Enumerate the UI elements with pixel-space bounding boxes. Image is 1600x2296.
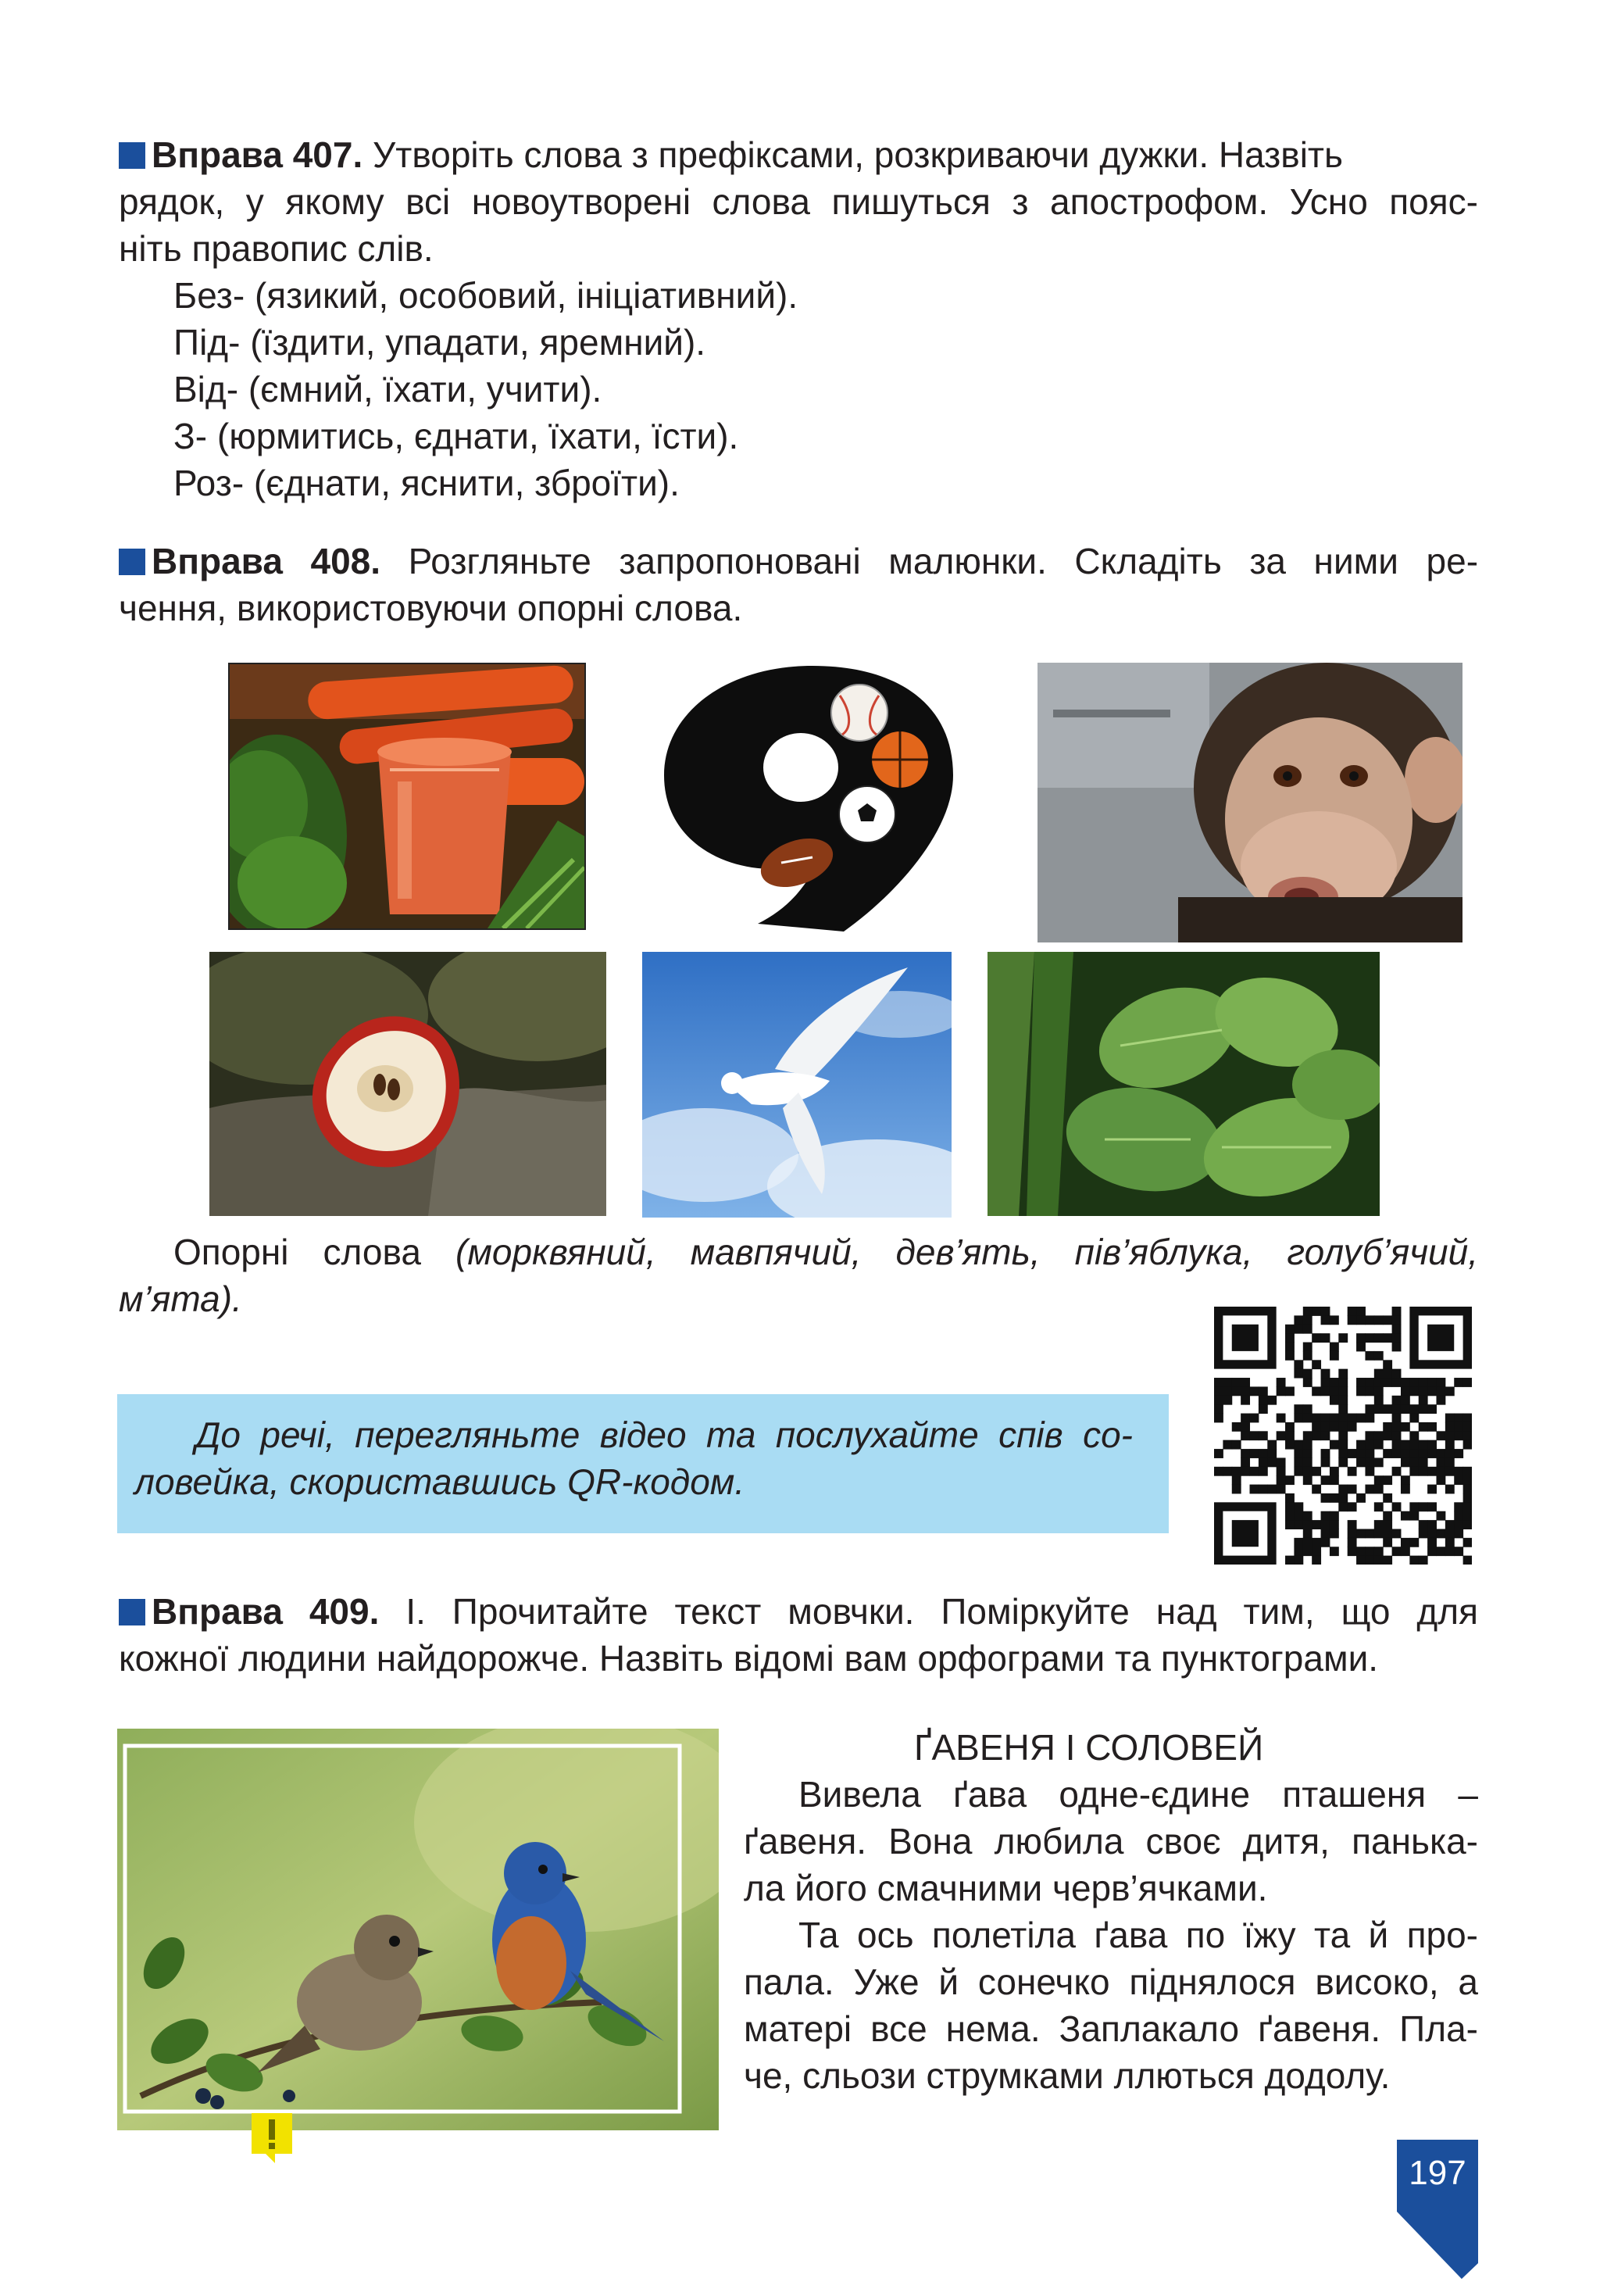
exercise-407-item: Роз- (єднати, яснити, зброїти). xyxy=(173,463,680,503)
support-words-line-2: м’ята). xyxy=(119,1279,242,1319)
exercise-407-line-3: ніть правопис слів. xyxy=(119,228,434,269)
exercise-407-line-1: Вправа 407. Утворіть слова з префіксами, розкриваючи дужки. Назвіть xyxy=(119,131,1478,178)
exercise-408-label: Вправа 408. xyxy=(152,541,381,581)
exercise-409-line-2: кожної людини найдорожче. Назвіть відомі вам орфограми та пунктограми. xyxy=(119,1638,1379,1679)
mint-leaves-image xyxy=(988,952,1380,1216)
story-line: пала. Уже й сонечко піднялося високо, а xyxy=(744,1962,1478,2002)
exercise-407-item: З- (юрмитись, єднати, їхати, їсти). xyxy=(173,416,739,456)
blue-square-icon xyxy=(119,1599,145,1625)
info-box-line-2: ловейка, скориставшись QR-кодом. xyxy=(134,1461,745,1502)
page-number: 197 xyxy=(1409,2154,1466,2192)
yellow-exclamation-icon xyxy=(252,2113,292,2163)
blue-square-icon xyxy=(119,142,145,169)
exercise-408-line-2: чення, використовуючи опорні слова. xyxy=(119,588,743,628)
support-words-line-1: Опорні слова (морквяний, мавпячий, дев’ять, пів’яблука, голуб’ячий, xyxy=(173,1232,1478,1272)
number-nine-balls-image xyxy=(641,658,994,935)
info-box-line-1: До речі, перегляньте відео та послухайте спів со- xyxy=(195,1414,1133,1455)
story-title: ҐАВЕНЯ І СОЛОВЕЙ xyxy=(914,1727,1264,1768)
story-line: Та ось полетіла ґава по їжу та й про- xyxy=(798,1915,1478,1955)
qr-code[interactable] xyxy=(1214,1307,1472,1565)
story-text xyxy=(744,1771,1478,2099)
dove-image xyxy=(642,952,952,1218)
exercise-407-item: Від- (ємний, їхати, учити). xyxy=(173,369,602,409)
story-line: ґавеня. Вона любила своє дитя, панька- xyxy=(744,1821,1478,1861)
story-line: матері все нема. Заплакало ґавеня. Пла- xyxy=(744,2008,1478,2049)
exercise-408-line-1: Вправа 408. Розгляньте запропоновані малюнки. Складіть за ними ре- xyxy=(119,538,1478,585)
bluebirds-image xyxy=(117,1729,719,2130)
exercise-409-line-1: Вправа 409. І. Прочитайте текст мовчки. Поміркуйте над тим, що для xyxy=(119,1588,1478,1635)
blue-square-icon xyxy=(119,549,145,575)
exercise-407-label: Вправа 407. xyxy=(152,134,363,175)
exercise-409-label: Вправа 409. xyxy=(152,1591,380,1632)
carrot-juice-image xyxy=(228,663,586,930)
exercise-407-line-2: рядок, у якому всі новоутворені слова пишуться з апострофом. Усно пояс- xyxy=(119,181,1478,222)
exercise-407-item: Без- (язикий, особовий, ініціативний). xyxy=(173,275,798,316)
page-number-tab xyxy=(1397,2140,1478,2296)
qr-code-graphic xyxy=(1214,1307,1472,1565)
story-line: Вивела ґава одне-єдине пташеня – xyxy=(798,1774,1478,1815)
apple-half-image xyxy=(209,952,606,1216)
story-line: ла його смачними черв’ячками. xyxy=(744,1868,1268,1908)
exercise-407-item: Під- (їздити, упадати, яремний). xyxy=(173,322,706,363)
chimpanzee-image xyxy=(1038,663,1462,942)
story-line: че, сльози струмками ллються додолу. xyxy=(744,2055,1391,2096)
